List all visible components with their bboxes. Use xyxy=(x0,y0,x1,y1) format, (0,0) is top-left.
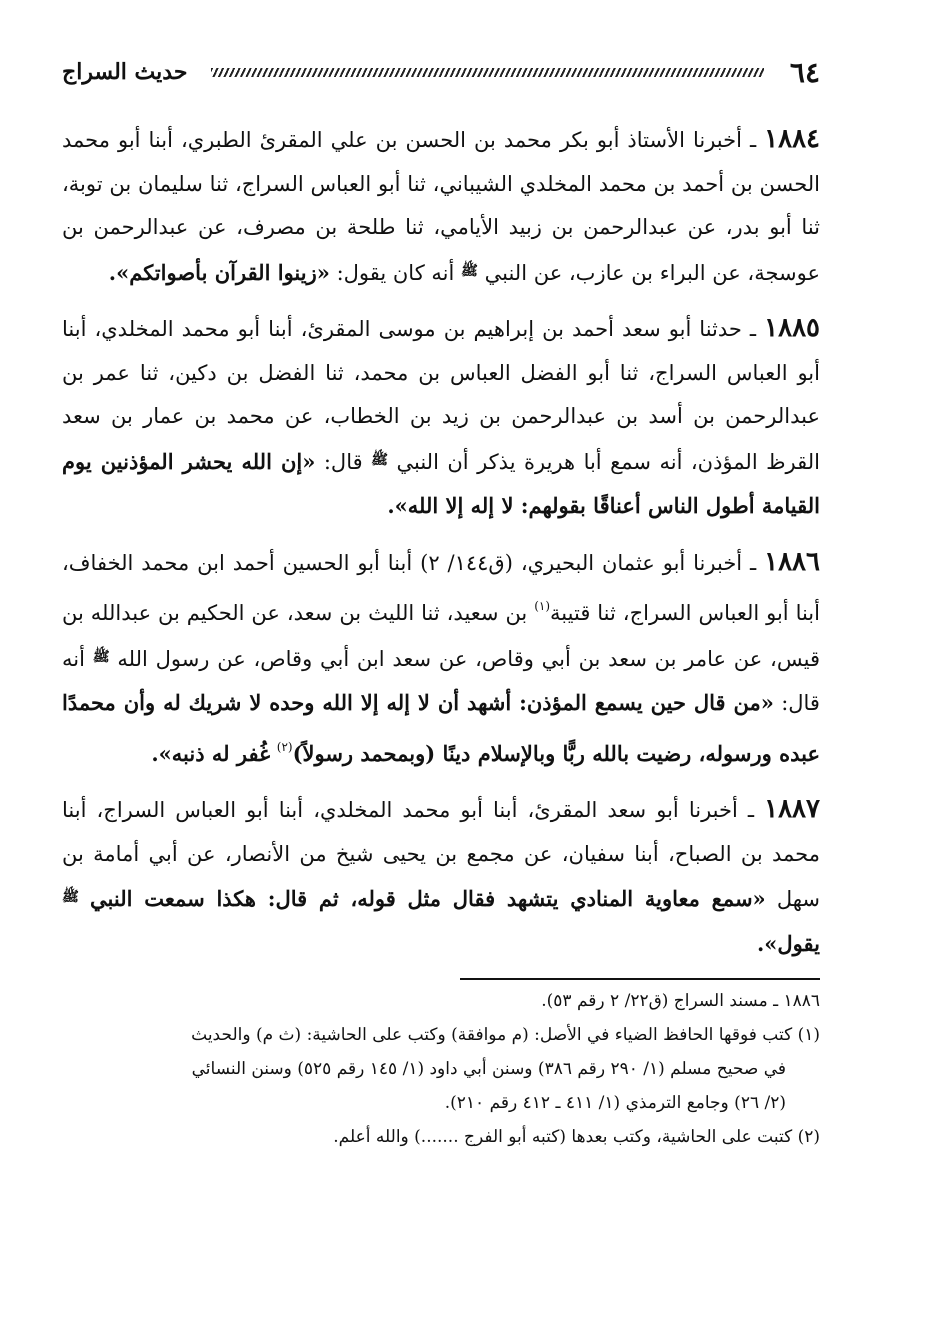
hadith-isnad-cont: بن سعيد، ثنا الليث بن سعد، عن الحكيم بن عبدالله بن قيس، عن عامر بن سعد بن أبي وقاص، عن سعد ابن أبي وقاص، عن رسول الله xyxy=(62,601,820,671)
page-body xyxy=(62,118,820,966)
hadith-number: ١٨٨٦ xyxy=(764,546,820,577)
footnote-source: ١٨٨٦ ـ مسند السراج (ق٢٢/ ٢ رقم ٥٣). xyxy=(541,991,820,1011)
hadith-isnad: ـ أخبرنا الأستاذ أبو بكر محمد بن الحسن بن علي المقرئ الطبري، أبنا أبو محمد الحسن بن أحمد بن محمد المخلدي الشيباني، ثنا أبو العباس السراج، ثنا سليمان بن توبة، ثنا أبو بدر، عن عبدالرحمن بن زبيد الأيامي، ثنا طلحة بن مصرف، عن عبدالرحمن بن عوسجة، عن البراء بن عازب، عن النبي xyxy=(62,128,820,285)
page-number: ٦٤ xyxy=(789,55,820,89)
footnote-1-line-3: (٢/ ٢٦) وجامع الترمذي (١/ ٤١١ ـ ٤١٢ رقم ٢١٠). xyxy=(444,1093,786,1113)
header-ornament-rule xyxy=(211,68,763,77)
hadith-matn: «زينوا القرآن بأصواتكم». xyxy=(108,259,330,285)
hadith-connector: أنه قال: xyxy=(62,646,820,715)
book-page xyxy=(62,40,820,1154)
hadith-isnad: ـ حدثنا أبو سعد أحمد بن إبراهيم بن موسى المقرئ، أبنا أبو محمد المخلدي، أبنا أبو العباس السراج، ثنا أبو الفضل العباس بن محمد، ثنا الفضل بن دكين، ثنا عمر بن عبدالرحمن بن أسد بن عبدالرحمن بن زيد بن الخطاب، عن محمد بن عمار بن سعد القرظ المؤذن، أنه سمع أبا هريرة يذكر أن النبي xyxy=(62,317,820,474)
footnotes-divider xyxy=(460,978,820,980)
hadith-isnad: ـ أخبرنا أبو عثمان البحيري، (ق١٤٤/ ٢) أبنا أبو الحسين أحمد ابن محمد الخفاف، أبنا أبو العباس السراج، ثنا قتيبة xyxy=(62,550,820,625)
footnotes xyxy=(62,984,820,1154)
salla-glyph: ﷺ xyxy=(461,262,478,279)
hadith-1886 xyxy=(62,541,820,777)
footnote-2: (٢) كتبت على الحاشية، وكتب بعدها (كتبه أبو الفرج .......) والله أعلم. xyxy=(333,1127,820,1147)
hadith-1885 xyxy=(62,307,820,529)
hadith-connector: أنه كان يقول: xyxy=(336,260,455,285)
hadith-number: ١٨٨٤ xyxy=(764,124,820,154)
hadith-isnad: ـ أخبرنا أبو سعد المقرئ، أبنا أبو محمد المخلدي، أبنا أبو العباس السراج، أبنا محمد بن الصباح، أبنا سفيان، عن مجمع بن يحيى شيخ من الأنصار، عن أبي أمامة بن سهل xyxy=(62,798,820,911)
hadith-connector: قال: xyxy=(323,449,363,474)
footnote-ref-1: (١) xyxy=(534,599,551,613)
salla-glyph: ﷺ xyxy=(62,889,79,905)
running-title: حديث السراج xyxy=(62,59,188,85)
hadith-matn-end: غُفر له ذنبه». xyxy=(151,740,271,766)
hadith-1884 xyxy=(62,118,820,295)
hadith-matn-end: يقول». xyxy=(756,930,820,956)
hadith-number: ١٨٨٥ xyxy=(764,313,820,343)
hadith-matn: «من قال حين يسمع المؤذن: أشهد أن لا إله إلا الله وحده لا شريك له وأن محمدًا عبده ورسوله، رضيت بالله ربًّا وبالإسلام دينًا (وبمحمد رسولاً) xyxy=(62,690,820,766)
salla-glyph: ﷺ xyxy=(92,648,110,665)
hadith-number: ١٨٨٧ xyxy=(764,794,820,824)
page-header xyxy=(62,40,820,104)
footnote-ref-2: (٢) xyxy=(276,739,293,754)
hadith-matn: «إن الله يحشر المؤذنين يوم القيامة أطول الناس أعناقًا بقولهم: لا إله إلا الله». xyxy=(62,448,820,518)
salla-glyph: ﷺ xyxy=(371,451,389,468)
hadith-matn: «سمع معاوية المنادي يتشهد فقال مثل قوله، ثم قال: هكذا سمعت النبي xyxy=(90,886,766,911)
footnote-1-line-2: في صحيح مسلم (١/ ٢٩٠ رقم ٣٨٦) وسنن أبي داود (١/ ١٤٥ رقم ٥٢٥) وسنن النسائي xyxy=(191,1059,786,1079)
hadith-1887 xyxy=(62,788,820,966)
footnote-1-line-1: (١) كتب فوقها الحافظ الضياء في الأصل: (م موافقة) وكتب على الحاشية: (ث م) والحديث xyxy=(191,1025,820,1045)
